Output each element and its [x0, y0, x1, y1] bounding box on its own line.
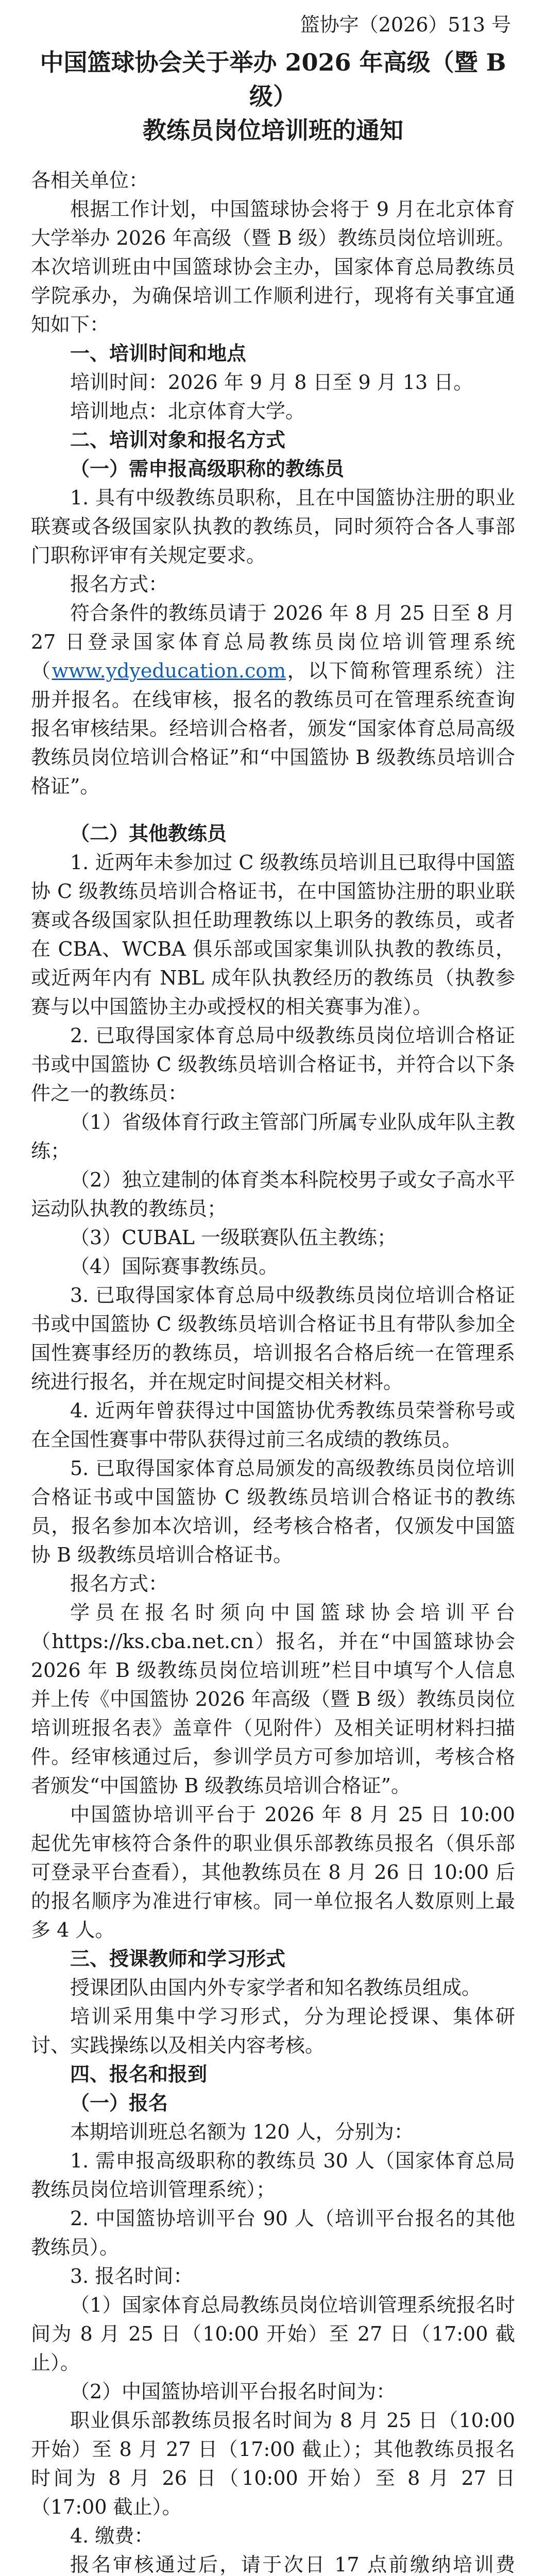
- subsection-heading-signup: （一）报名: [70, 2091, 168, 2114]
- subsection-heading-other: （二）其他教练员: [70, 822, 227, 845]
- quota-item: 2. 中国篮协培训平台 90 人（培训平台报名的其他教练员）。: [31, 2207, 515, 2259]
- senior-method-label: 报名方式：: [70, 573, 168, 596]
- training-time: 培训时间：2026 年 9 月 8 日至 9 月 13 日。: [70, 371, 473, 394]
- senior-eligibility: 1. 具有中级教练员职称，且在中国篮协注册的职业联赛或各级国家队执教的教练员，同时须符合各人事部门职称评审有关规定要求。: [31, 486, 515, 567]
- section-heading-registration: 四、报名和报到: [70, 2062, 208, 2086]
- fee-paragraph: 报名审核通过后，请于次日 17 点前缴纳培训费: [70, 2553, 515, 2576]
- senior-method-text: 符合条件的教练员请于 2026 年 8 月 25 日至 8 月 27 日登录国家体育总局教练员岗位培训管理系统（: [31, 602, 515, 682]
- teaching-faculty: 授课团队由国内外专家学者和知名教练员组成。: [70, 1976, 482, 1999]
- salutation: 各相关单位：: [31, 169, 149, 192]
- senior-method: [31, 599, 515, 801]
- subsection-heading-senior: （一）需申报高级职称的教练员: [70, 457, 345, 480]
- other-eligibility-item: （1）省级体育行政主管部门所属专业队成年队主教练；: [31, 1111, 515, 1162]
- teaching-format: 培训采用集中学习形式，分为理论授课、集体研讨、实践操练以及相关内容考核。: [31, 2005, 515, 2057]
- section-heading-teaching: 三、授课教师和学习形式: [70, 1947, 286, 1970]
- training-system-link[interactable]: www.ydyeducation.com: [52, 659, 286, 682]
- quota-item: 1. 需申报高级职称的教练员 30 人（国家体育总局教练员岗位培训管理系统）；: [31, 2149, 515, 2201]
- other-eligibility-item: 3. 已取得国家体育总局中级教练员岗位培训合格证书或中国篮协 C 级教练员培训合格证书且有带队参加全国性赛事经历的教练员，培训报名合格后统一在管理系统进行报名，并在规定时间提交相关材料。: [31, 1284, 515, 1393]
- other-eligibility-item: 2. 已取得国家体育总局中级教练员岗位培训合格证书或中国篮协 C 级教练员培训合格证书，并符合以下条件之一的教练员：: [31, 1024, 515, 1105]
- signup-time-label: 3. 报名时间：: [70, 2265, 193, 2287]
- other-eligibility-item: 4. 近两年曾获得过中国篮协优秀教练员荣誉称号或在全国性赛事中带队获得过前三名成绩的教练员。: [31, 1399, 515, 1451]
- quota-total: 本期培训班总名额为 120 人，分别为：: [70, 2121, 414, 2143]
- other-method-paragraph: 中国篮协培训平台于 2026 年 8 月 25 日 10:00 起优先审核符合条件的职业俱乐部教练员报名（俱乐部可登录平台查看），其他教练员在 8 月 26 日 10:00 后的报名顺序为准进行审核。同一单位报名人数原则上最多 4 人。: [31, 1803, 515, 1941]
- section-heading-time-place: 一、培训时间和地点: [70, 342, 247, 365]
- signup-time-platform-label: （2）中国篮协培训平台报名时间为：: [70, 2380, 396, 2403]
- other-eligibility-item: 5. 已取得国家体育总局颁发的高级教练员岗位培训合格证书或中国篮协 C 级教练员培训合格证书的教练员，报名参加本次培训，经考核合格者，仅颁发中国篮协 B 级教练员培训合格证书。: [31, 1457, 515, 1566]
- other-method-label: 报名方式：: [70, 1572, 168, 1595]
- document-number: 篮协字（2026）513 号: [300, 13, 511, 36]
- document-title-line2: 教练员岗位培训班的通知: [143, 116, 403, 144]
- fee-label: 4. 缴费：: [70, 2524, 154, 2547]
- document-title-line1: 中国篮球协会关于举办 2026 年高级（暨 B 级）: [40, 48, 506, 110]
- intro-paragraph: 根据工作计划，中国篮球协会将于 9 月在北京体育大学举办 2026 年高级（暨 B 级）教练员岗位培训班。本次培训班由中国篮球协会主办，国家体育总局教练员学院承办，为确保培训工作顺利进行，现将有关事宜通知如下：: [31, 198, 515, 336]
- training-place: 培训地点：北京体育大学。: [70, 400, 305, 422]
- section-heading-targets: 二、培训对象和报名方式: [70, 428, 286, 451]
- signup-time-system: （1）国家体育总局教练员岗位培训管理系统报名时间为 8 月 25 日（10:00 开始）至 27 日（17:00 截止）。: [31, 2294, 515, 2374]
- other-eligibility-item: （4）国际赛事教练员。: [70, 1255, 279, 1278]
- other-eligibility-item: （3）CUBAL 一级联赛队伍主教练；: [70, 1226, 397, 1249]
- other-method-paragraph: 学员在报名时须向中国篮球协会培训平台（https://ks.cba.net.cn）报名，并在“中国篮球协会 2026 年 B 级教练员岗位培训班”栏目中填写个人信息并上传《中国篮协 2026 年高级（暨 B 级）教练员岗位培训班报名表》盖章件（见附件）及相关证明材料扫描件。经审核通过后，参训学员方可参加培训，考核合格者颁发“中国篮协 B 级教练员培训合格证”。: [31, 1601, 515, 1797]
- senior-method-text-cont: ，以下简称管理系统）注册并报名。在线审核，报名的教练员可在管理系统查询报名审核结果。经培训合格者，颁发“国家体育总局高级教练员岗位培训合格证”和“中国篮协 B 级教练员培训合格证”。: [31, 659, 515, 798]
- other-eligibility-item: （2）独立建制的体育类本科院校男子或女子高水平运动队执教的教练员；: [31, 1168, 515, 1220]
- other-eligibility-item: 1. 近两年未参加过 C 级教练员培训且已取得中国篮协 C 级教练员培训合格证书，在中国篮协注册的职业联赛或各级国家队担任助理教练以上职务的教练员，或者在 CBA、WCBA 俱乐部或国家集训队执教的教练员，或近两年内有 NBL 成年队执教经历的教练员（执教参赛与以中国篮协主办或授权的相关赛事为准）。: [31, 851, 515, 1018]
- signup-time-platform: 职业俱乐部教练员报名时间为 8 月 25 日（10:00 开始）至 8 月 27 日（17:00 截止）；其他教练员报名时间为 8 月 26 日（10:00 开始）至 8 月 27 日（17:00 截止）。: [31, 2409, 515, 2518]
